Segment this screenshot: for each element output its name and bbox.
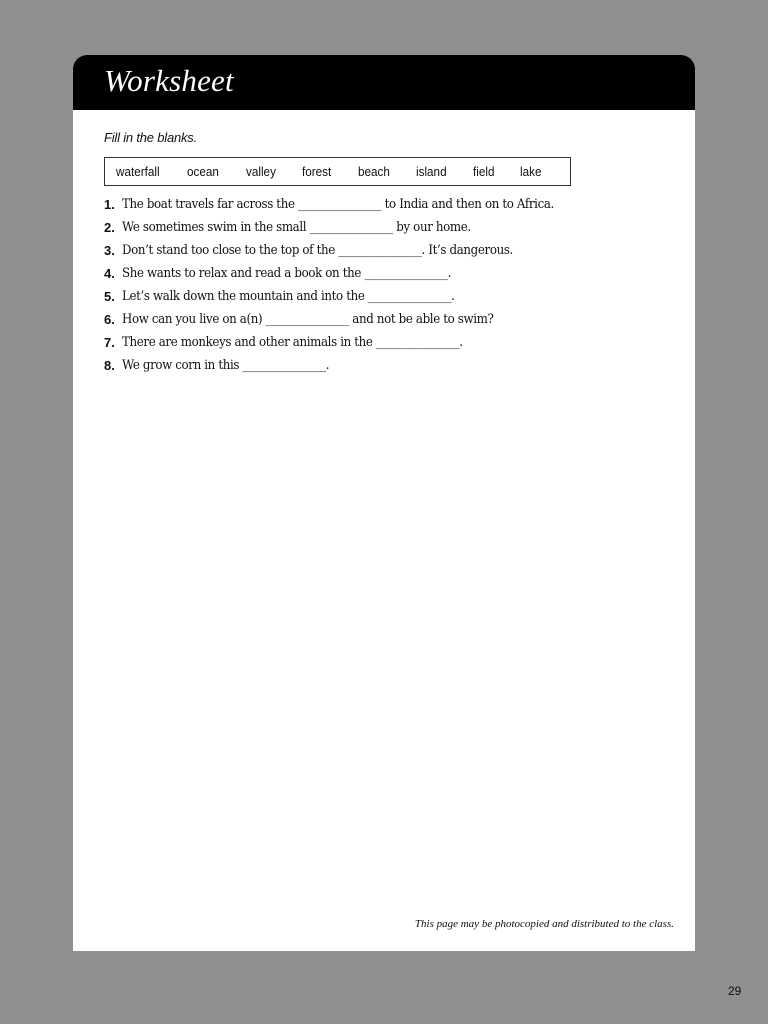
question-item [104,287,664,310]
question-text: She wants to relax and read a book on the _______________. [122,266,452,281]
word-bank-item: field [473,164,495,179]
word-bank-item: valley [245,164,276,179]
word-bank-item: forest [302,164,332,179]
question-item [104,264,664,287]
question-number: 1. [104,197,115,212]
worksheet-page [73,55,695,951]
word-bank-item: lake [519,164,542,179]
question-text: There are monkeys and other animals in the _______________. [122,335,463,350]
word-bank-box [104,157,571,186]
word-bank-item: waterfall [116,164,160,179]
question-list [104,195,664,379]
question-number: 6. [104,312,115,327]
question-item [104,241,664,264]
question-number: 2. [104,220,115,235]
question-text: Let’s walk down the mountain and into the _______________. [122,289,455,304]
worksheet-header [73,55,695,110]
question-number: 4. [104,266,115,281]
question-item [104,333,664,356]
word-bank-item: beach [357,164,390,179]
question-item [104,310,664,333]
question-item [104,195,664,218]
word-bank-item: ocean [187,164,220,179]
instructions-text: Fill in the blanks. [104,130,198,145]
worksheet-title: Worksheet [104,63,234,98]
question-text: We grow corn in this _______________. [122,358,330,373]
question-number: 8. [104,358,115,373]
question-number: 7. [104,335,115,350]
question-number: 3. [104,243,115,258]
question-item [104,356,664,379]
question-text: We sometimes swim in the small _______________ by our home. [122,220,471,235]
word-bank-item: island [416,164,447,179]
question-number: 5. [104,289,115,304]
question-text: How can you live on a(n) _______________ and not be able to swim? [122,312,494,327]
question-text: The boat travels far across the _______________ to India and then on to Africa. [122,197,554,212]
page-number: 29 [728,984,742,998]
question-text: Don’t stand too close to the top of the _______________. It’s dangerous. [122,243,513,258]
photocopy-note: This page may be photocopied and distributed to the class. [414,918,674,930]
question-item [104,218,664,241]
